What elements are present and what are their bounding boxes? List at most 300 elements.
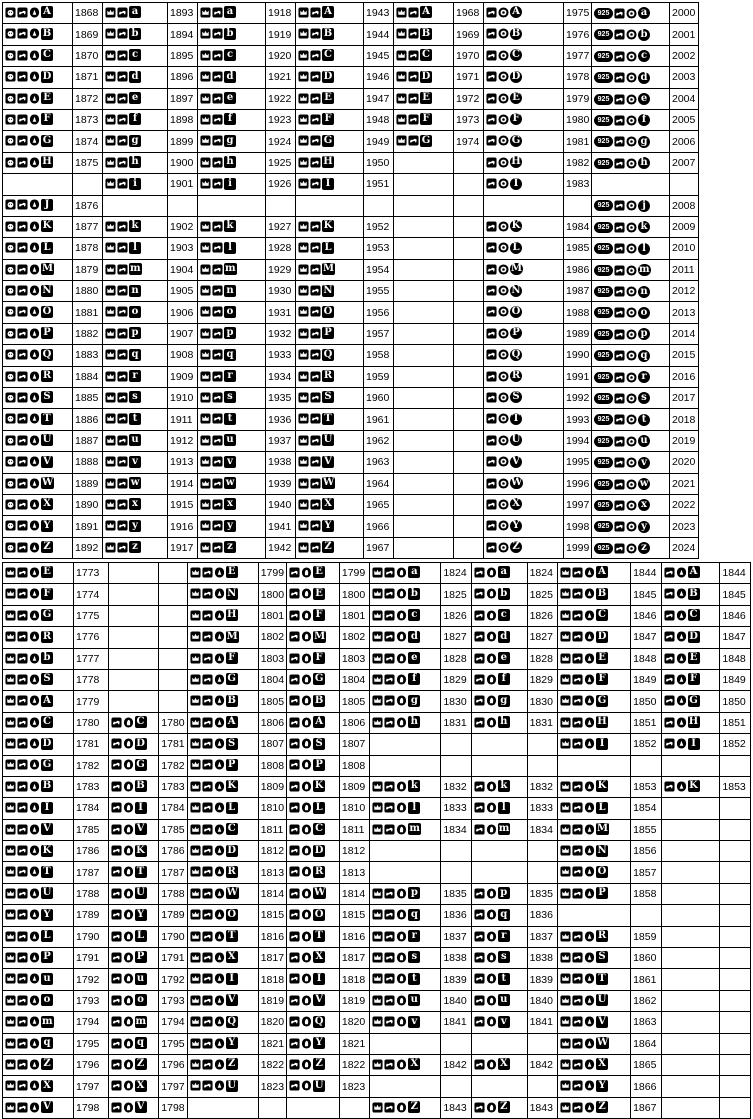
year-cell: 1976 [564, 24, 592, 45]
crown-icon [200, 71, 211, 82]
lion-passant-icon [17, 392, 28, 403]
year-cell: 1915 [168, 494, 198, 515]
lion-passant-icon [572, 610, 583, 621]
table-row [3, 88, 699, 109]
crown-icon [298, 28, 309, 39]
year-cell: 1974 [454, 131, 484, 152]
date-letter: N [323, 284, 333, 296]
queen-head-icon [396, 653, 407, 664]
hallmark-cell [296, 302, 364, 323]
lion-passant-icon [117, 221, 128, 232]
tudor-rose-icon [498, 456, 509, 467]
hallmark-cell [296, 259, 364, 280]
hallmark-cell [287, 691, 340, 712]
lion-passant-icon [117, 157, 128, 168]
lion-passant-icon [614, 436, 625, 447]
hallmark-cell [198, 88, 266, 109]
tudor-rose-icon [626, 115, 637, 126]
hallmark-cell [3, 281, 73, 302]
lion-passant-icon [202, 845, 213, 856]
crown-icon [190, 1059, 201, 1070]
thistle-icon [584, 1016, 595, 1027]
lion-passant-icon [310, 413, 321, 424]
date-letter: V [135, 1101, 147, 1113]
table-row [3, 691, 751, 712]
hallmark-cell [592, 88, 670, 109]
date-letter: V [226, 994, 238, 1006]
table-row [3, 216, 699, 237]
crown-icon [560, 653, 571, 664]
crown-icon [190, 909, 201, 920]
queen-head-icon [396, 931, 407, 942]
date-letter: x [129, 498, 141, 510]
date-letter: r [224, 370, 236, 382]
year-cell: 1959 [364, 366, 394, 387]
lion-passant-icon [212, 221, 223, 232]
date-letter: U [597, 994, 607, 1006]
date-letter: U [323, 434, 333, 446]
hallmark-cell [3, 302, 73, 323]
lion-passant-icon [664, 695, 675, 706]
lion-passant-icon [212, 499, 223, 510]
table-row [3, 776, 751, 797]
date-letter: c [129, 49, 141, 61]
date-letter: U [511, 434, 521, 446]
date-letter: m [409, 823, 420, 835]
925-fineness-icon: 925 [594, 286, 613, 297]
year-cell: 1797 [159, 1076, 187, 1097]
year-cell: 2016 [670, 366, 699, 387]
date-letter: u [41, 973, 53, 985]
year-cell: 1780 [159, 712, 187, 733]
year-cell: 2013 [670, 302, 699, 323]
empty-cell [394, 537, 454, 558]
date-letter: K [689, 780, 698, 792]
lion-passant-icon [289, 653, 300, 664]
date-letter: A [226, 716, 238, 728]
hallmark-cell [296, 452, 364, 473]
crown-icon [5, 695, 16, 706]
leopard-head-icon [5, 542, 16, 553]
date-letter: E [41, 566, 53, 578]
hallmark-cell [3, 798, 74, 819]
lion-passant-icon [117, 93, 128, 104]
date-letter: l [638, 243, 650, 255]
date-letter: N [227, 587, 237, 599]
leopard-head-icon [5, 392, 16, 403]
empty-cell [454, 366, 484, 387]
date-letter: G [136, 758, 145, 770]
table-row [3, 734, 751, 755]
hallmark-cell [287, 883, 340, 904]
date-letter: H [323, 156, 333, 168]
hallmark-cell [296, 388, 364, 409]
year-cell: 1834 [441, 819, 471, 840]
hallmark-cell [198, 174, 266, 195]
crown-icon [5, 1016, 16, 1027]
date-letter: E [322, 92, 334, 104]
hallmark-cell [3, 516, 73, 537]
hallmark-cell [103, 302, 168, 323]
year-cell: 1965 [364, 494, 394, 515]
lion-passant-icon [212, 93, 223, 104]
year-cell: 2023 [670, 516, 699, 537]
year-cell: 1969 [454, 24, 484, 45]
hallmark-cell [3, 494, 73, 515]
lion-passant-icon [17, 995, 28, 1006]
lion-passant-icon [111, 1080, 122, 1091]
queen-head-icon [301, 738, 312, 749]
crown-icon [200, 114, 211, 125]
empty-cell [720, 1033, 751, 1054]
year-cell: 1887 [73, 430, 103, 451]
date-letter: b [498, 588, 510, 600]
thistle-icon [676, 588, 687, 599]
hallmark-cell [187, 563, 258, 584]
empty-cell [108, 691, 159, 712]
date-letter: T [41, 413, 53, 425]
925-fineness-icon: 925 [594, 500, 613, 511]
date-letter: E [420, 92, 432, 104]
thistle-icon [29, 50, 40, 61]
empty-cell [394, 430, 454, 451]
hallmark-cell [287, 819, 340, 840]
lion-passant-icon [474, 824, 485, 835]
date-letter: Y [313, 1037, 325, 1049]
queen-head-icon [123, 952, 134, 963]
thistle-icon [676, 695, 687, 706]
hallmark-cell [558, 1033, 631, 1054]
hallmark-cell [187, 798, 258, 819]
hallmark-cell [296, 537, 364, 558]
crown-icon [200, 478, 211, 489]
925-fineness-icon: 925 [594, 136, 613, 147]
lion-passant-icon [17, 542, 28, 553]
crown-icon [105, 157, 116, 168]
year-cell: 1788 [159, 883, 187, 904]
date-letter: l [408, 802, 420, 814]
lion-passant-icon [17, 135, 28, 146]
year-cell: 1907 [168, 323, 198, 344]
hallmark-cell [3, 452, 73, 473]
crown-icon [5, 1059, 16, 1070]
empty-cell [394, 409, 454, 430]
year-cell: 1942 [266, 537, 296, 558]
empty-cell [287, 1097, 340, 1118]
hallmark-cell [198, 516, 266, 537]
hallmark-cell [296, 345, 364, 366]
empty-cell [661, 905, 720, 926]
year-cell: 1869 [73, 24, 103, 45]
lion-passant-icon [572, 995, 583, 1006]
year-cell: 1804 [258, 669, 286, 690]
lion-passant-icon [614, 479, 625, 490]
crown-icon [5, 1080, 16, 1091]
date-letter: V [41, 1101, 53, 1113]
empty-cell [661, 862, 720, 883]
crown-icon [190, 995, 201, 1006]
lion-passant-icon [310, 71, 321, 82]
lion-passant-icon [117, 542, 128, 553]
date-letter: x [638, 499, 650, 511]
empty-cell [720, 862, 751, 883]
crown-icon [372, 952, 383, 963]
date-letter: R [227, 865, 236, 877]
empty-cell [720, 883, 751, 904]
leopard-head-icon [5, 50, 16, 61]
lion-passant-icon [212, 520, 223, 531]
hallmark-cell [108, 990, 159, 1011]
hallmark-cell [296, 281, 364, 302]
date-letter: v [408, 1016, 420, 1028]
date-letter: W [314, 887, 326, 899]
crown-icon [5, 738, 16, 749]
crown-icon [200, 499, 211, 510]
lion-passant-icon [310, 456, 321, 467]
crown-icon [190, 1016, 201, 1027]
crown-icon [396, 93, 407, 104]
lion-passant-icon [289, 1080, 300, 1091]
hallmark-cell [3, 45, 73, 66]
date-letter: E [510, 92, 522, 104]
hallmark-cell [592, 281, 670, 302]
hallmark-cell [103, 388, 168, 409]
date-letter: P [41, 951, 53, 963]
lion-passant-icon [212, 349, 223, 360]
lion-passant-icon [212, 7, 223, 18]
year-cell: 1860 [631, 948, 661, 969]
year-cell: 1895 [168, 45, 198, 66]
crown-icon [396, 50, 407, 61]
crown-icon [200, 520, 211, 531]
empty-cell [471, 841, 527, 862]
empty-cell [394, 452, 454, 473]
tudor-rose-icon [498, 93, 509, 104]
lion-passant-icon [310, 478, 321, 489]
lion-passant-icon [202, 1080, 213, 1091]
crown-icon [560, 1102, 571, 1113]
leopard-head-icon [5, 306, 16, 317]
queen-head-icon [396, 995, 407, 1006]
lion-passant-icon [664, 567, 675, 578]
year-cell: 1820 [258, 1012, 286, 1033]
leopard-head-icon [5, 114, 16, 125]
hallmark-cell [558, 1076, 631, 1097]
lion-passant-icon [202, 695, 213, 706]
hallmark-cell [3, 430, 73, 451]
empty-cell [454, 516, 484, 537]
lion-passant-icon [202, 909, 213, 920]
hallmark-cell [103, 24, 168, 45]
year-cell: 1961 [364, 409, 394, 430]
lion-passant-icon [486, 392, 497, 403]
year-cell: 1816 [339, 926, 369, 947]
crown-icon [560, 717, 571, 728]
lion-passant-icon [289, 995, 300, 1006]
lion-passant-icon [212, 413, 223, 424]
year-cell: 1829 [441, 669, 471, 690]
date-letter: l [129, 242, 141, 254]
year-cell: 1910 [168, 388, 198, 409]
queen-head-icon [486, 909, 497, 920]
lion-passant-icon [310, 7, 321, 18]
date-letter: X [41, 498, 53, 510]
year-cell: 1844 [720, 563, 751, 584]
crown-icon [372, 995, 383, 1006]
lion-passant-icon [212, 371, 223, 382]
925-fineness-icon: 925 [594, 414, 613, 425]
date-letter: t [498, 973, 510, 985]
date-letter: t [129, 413, 141, 425]
925-fineness-icon: 925 [594, 479, 613, 490]
year-cell: 1941 [266, 516, 296, 537]
date-letter: R [42, 370, 52, 382]
year-cell: 1811 [258, 819, 286, 840]
queen-head-icon [396, 1059, 407, 1070]
leopard-head-icon [5, 499, 16, 510]
lion-passant-icon [117, 178, 128, 189]
queen-head-icon [123, 738, 134, 749]
table-row [3, 883, 751, 904]
year-cell: 1781 [159, 734, 187, 755]
date-letter: q [408, 909, 420, 921]
date-letter: q [224, 349, 236, 361]
hallmark-cell [484, 409, 564, 430]
lion-passant-icon [17, 1080, 28, 1091]
lion-passant-icon [474, 802, 485, 813]
empty-cell [394, 152, 454, 173]
date-letter: p [129, 327, 141, 339]
date-letter: d [129, 71, 141, 83]
lion-passant-icon [310, 242, 321, 253]
leopard-head-icon [5, 93, 16, 104]
date-letter: W [42, 477, 54, 489]
lion-passant-icon [474, 567, 485, 578]
date-letter: N [511, 284, 521, 296]
hallmark-cell [103, 323, 168, 344]
crown-icon [105, 50, 116, 61]
date-letter: C [510, 49, 522, 61]
lion-passant-icon [310, 542, 321, 553]
date-letter: n [224, 285, 236, 297]
hallmark-cell [287, 563, 340, 584]
year-cell: 1867 [631, 1097, 661, 1118]
thistle-icon [584, 567, 595, 578]
925-fineness-icon: 925 [594, 436, 613, 447]
empty-cell [454, 452, 484, 473]
thistle-icon [29, 717, 40, 728]
date-letter: X [41, 1080, 53, 1092]
year-cell: 1815 [258, 905, 286, 926]
date-letter: I [226, 973, 238, 985]
hallmark-cell [3, 67, 73, 88]
hallmark-cell [370, 563, 441, 584]
date-letter: E [596, 652, 608, 664]
hallmark-cell [394, 88, 454, 109]
lion-passant-icon [384, 931, 395, 942]
year-cell: 1782 [159, 755, 187, 776]
date-letter: C [135, 716, 147, 728]
lion-passant-icon [614, 286, 625, 297]
hallmark-cell [198, 452, 266, 473]
date-letter: e [129, 92, 141, 104]
lion-passant-icon [17, 695, 28, 706]
crown-icon [298, 285, 309, 296]
date-letter: G [42, 609, 52, 621]
lion-passant-icon [17, 221, 28, 232]
hallmark-cell [3, 109, 73, 130]
lion-passant-icon [117, 456, 128, 467]
crown-icon [396, 114, 407, 125]
empty-cell [454, 302, 484, 323]
date-letter: P [596, 887, 608, 899]
year-cell: 1985 [564, 238, 592, 259]
crown-icon [5, 631, 16, 642]
hallmark-cell [103, 452, 168, 473]
date-letter: Y [510, 520, 522, 532]
table-row [3, 1076, 751, 1097]
date-letter: c [408, 609, 420, 621]
hallmark-cell [103, 345, 168, 366]
hallmark-cell [187, 605, 258, 626]
year-cell: 1893 [168, 3, 198, 24]
year-cell: 1812 [258, 841, 286, 862]
hallmark-cell [471, 584, 527, 605]
table-row [3, 45, 699, 66]
thistle-icon [676, 781, 687, 792]
year-cell: 1807 [258, 734, 286, 755]
lion-passant-icon [310, 93, 321, 104]
hallmark-cell [108, 819, 159, 840]
hallmark-cell [484, 24, 564, 45]
date-letter: W [226, 887, 238, 899]
date-letter: D [136, 737, 145, 749]
thistle-icon [214, 1038, 225, 1049]
queen-head-icon [123, 866, 134, 877]
hallmark-cell [3, 238, 73, 259]
lion-passant-icon [474, 781, 485, 792]
thistle-icon [29, 631, 40, 642]
date-letter: I [688, 738, 700, 750]
table-row [3, 238, 699, 259]
lion-passant-icon [212, 28, 223, 39]
date-letter: W [323, 477, 335, 489]
table-row [3, 302, 699, 323]
hallmark-cell [103, 45, 168, 66]
year-cell: 1835 [441, 883, 471, 904]
lion-passant-icon [310, 435, 321, 446]
crown-icon [298, 456, 309, 467]
date-letter: D [227, 844, 236, 856]
hallmark-cell [296, 323, 364, 344]
crown-icon [298, 478, 309, 489]
date-letter: O [511, 305, 521, 317]
date-letter: j [638, 200, 650, 212]
year-cell: 1994 [564, 430, 592, 451]
lion-passant-icon [17, 199, 28, 210]
hallmark-cell [370, 776, 441, 797]
queen-head-icon [396, 588, 407, 599]
lion-passant-icon [17, 478, 28, 489]
hallmark-cell [558, 691, 631, 712]
date-letter: k [638, 221, 650, 233]
year-cell: 1999 [564, 537, 592, 558]
leopard-head-icon [5, 413, 16, 424]
year-cell: 1800 [339, 584, 369, 605]
empty-cell [370, 1076, 441, 1097]
lion-passant-icon [289, 674, 300, 685]
date-letter: C [313, 823, 325, 835]
